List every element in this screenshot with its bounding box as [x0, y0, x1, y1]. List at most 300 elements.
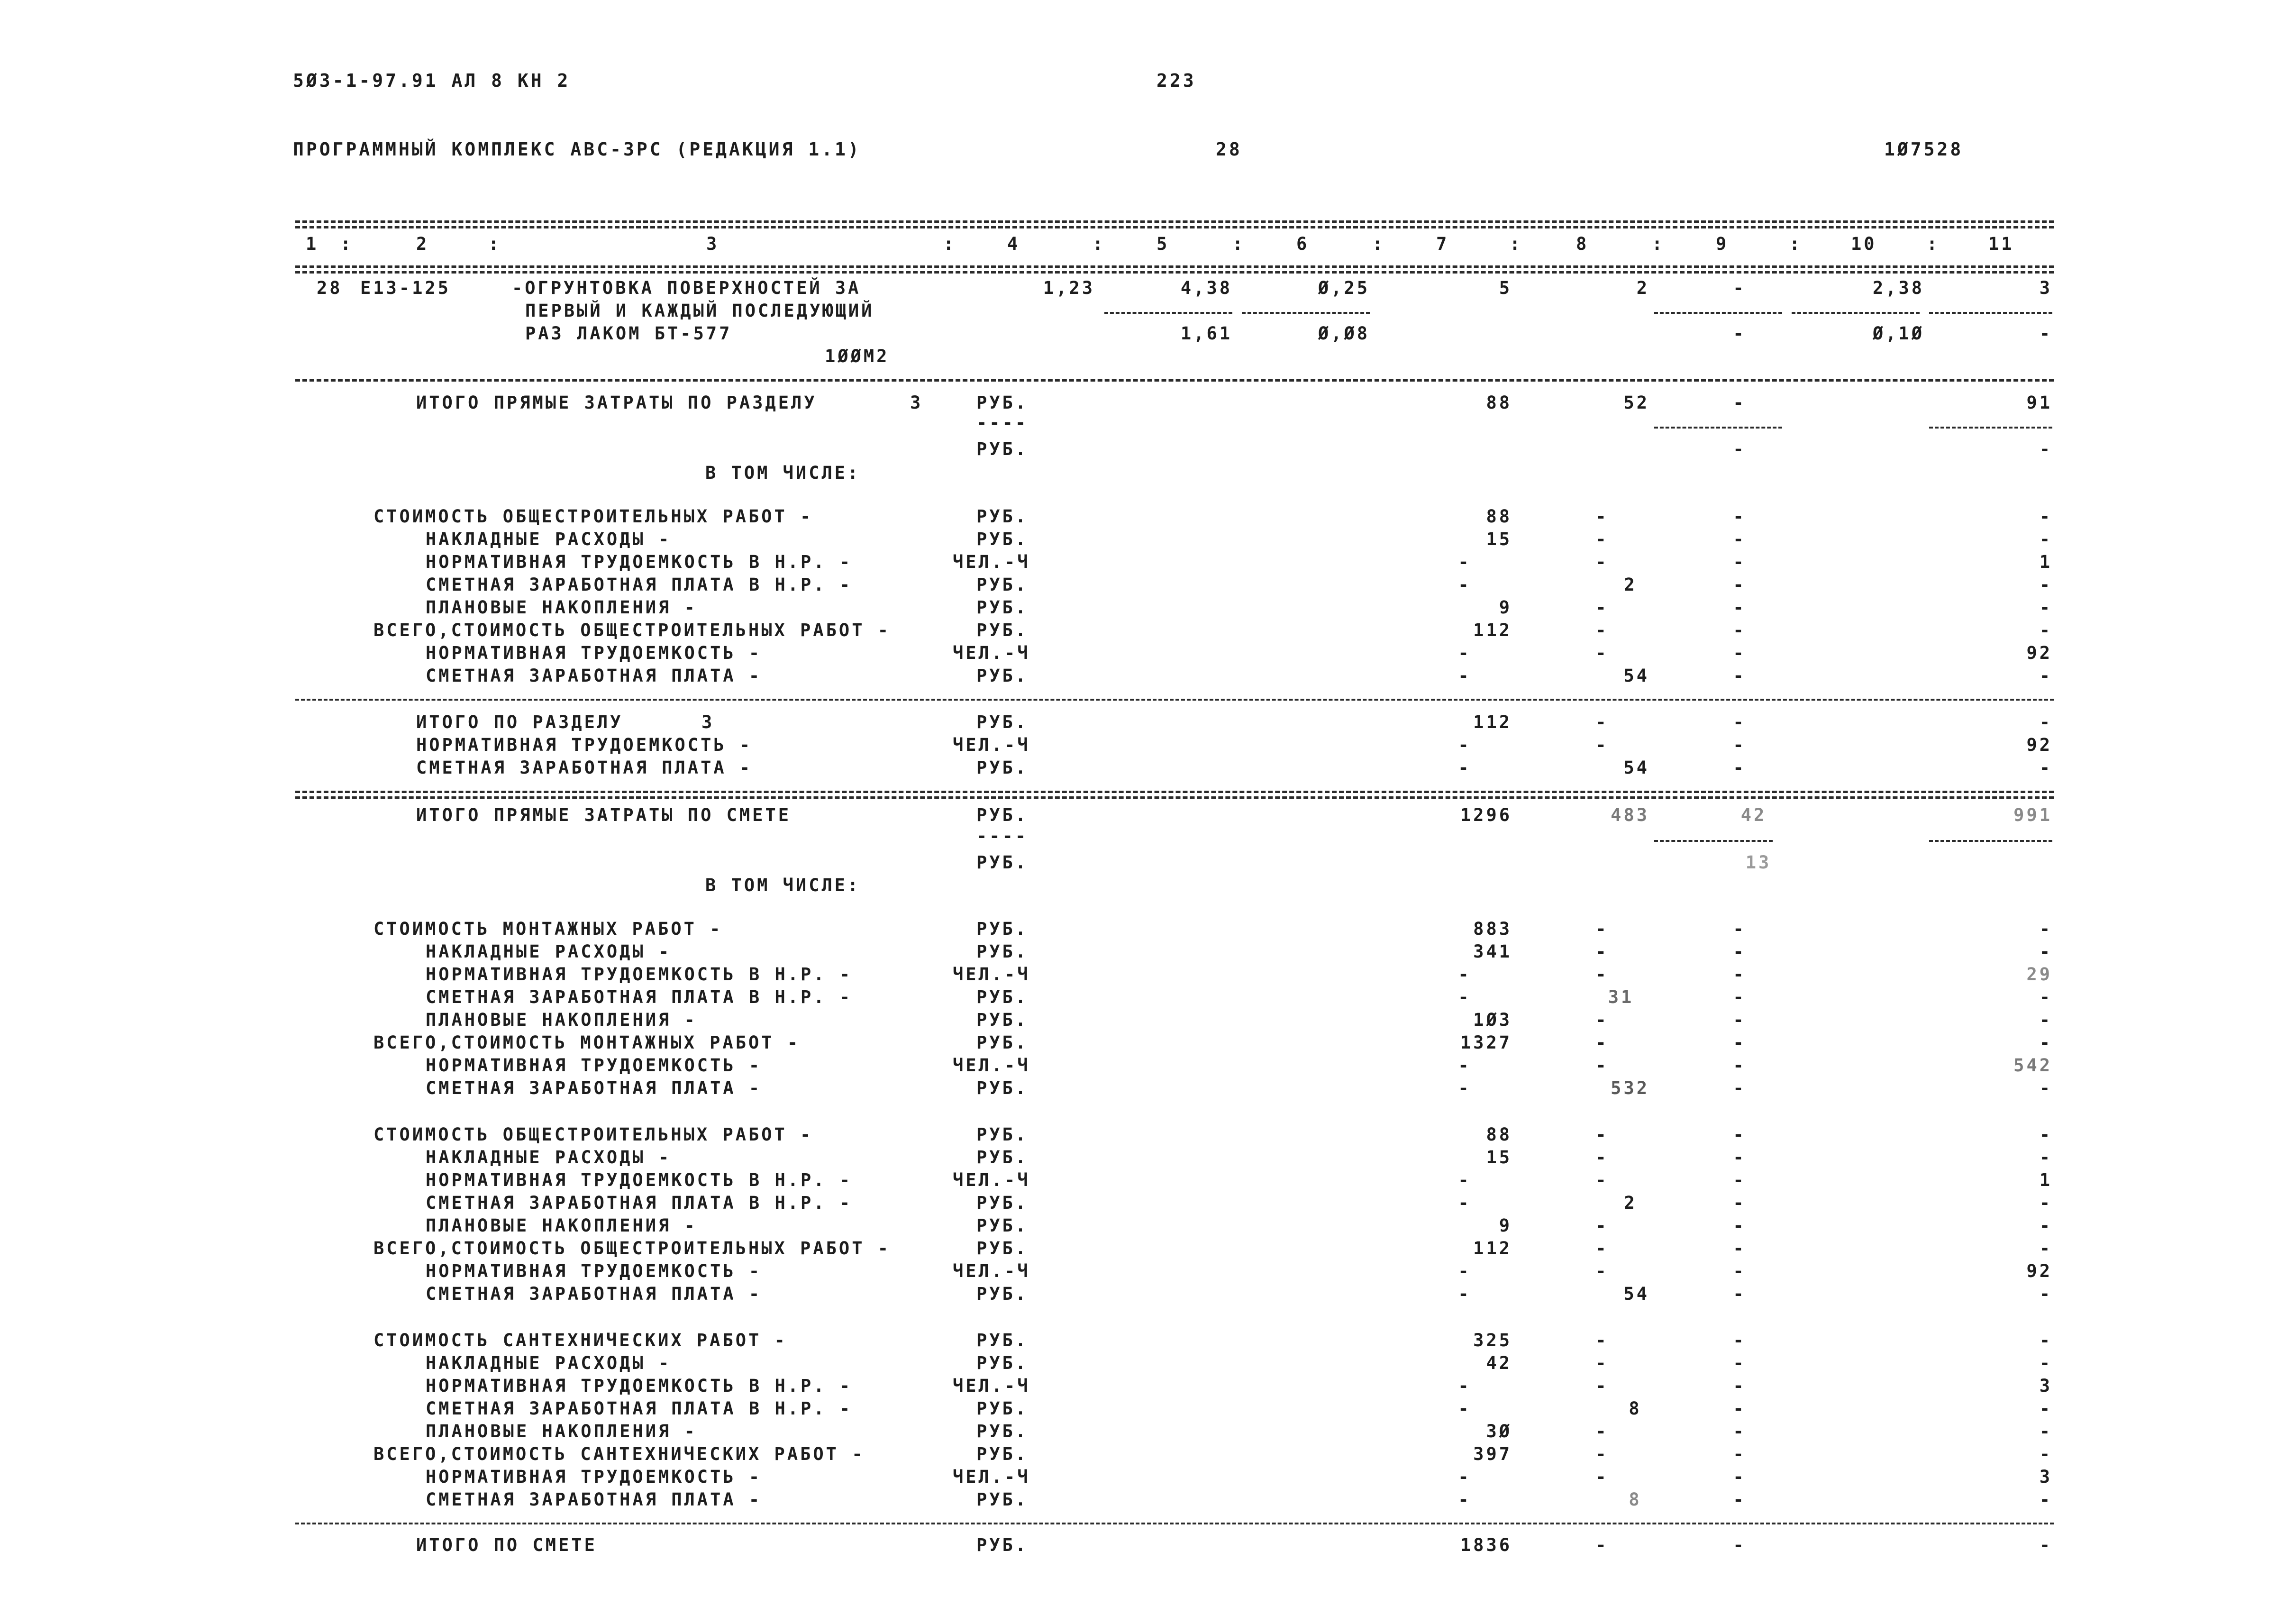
table-row-v8: -: [1595, 1147, 1609, 1168]
section-direct-v9b: -: [1733, 439, 1746, 459]
table-row-label: СТОИМОСТЬ ОБЩЕСТРОИТЕЛЬНЫХ РАБОТ -: [373, 506, 813, 527]
section-direct-unit: РУБ.: [976, 392, 1029, 413]
table-row-v9: -: [1733, 1467, 1746, 1487]
table-row-unit: РУБ.: [976, 1010, 1029, 1030]
table-row-v8: -: [1595, 1238, 1609, 1259]
estimate-direct-unit-dash: ----: [976, 826, 1029, 846]
table-row-v8: -: [1595, 597, 1609, 618]
table-row-v11: -: [2039, 1078, 2052, 1098]
table-top-rule: [295, 220, 2054, 223]
table-row-v7: 883: [1473, 919, 1512, 939]
table-row-v8: 54: [1623, 1284, 1649, 1304]
table-row-v11: -: [2039, 1444, 2052, 1464]
table-row-label: ВСЕГО,СТОИМОСТЬ МОНТАЖНЫХ РАБОТ -: [373, 1032, 801, 1053]
table-row-v8: 8: [1629, 1398, 1642, 1419]
table-row-v8: 54: [1623, 757, 1649, 778]
table-row-unit: РУБ.: [976, 1489, 1029, 1510]
table-row-label: НОРМАТИВНАЯ ТРУДОЕМКОСТЬ -: [426, 1467, 762, 1487]
item-code: Е13-125: [360, 278, 451, 298]
section-total-label: ИТОГО ПО РАЗДЕЛУ: [416, 712, 623, 732]
table-row-label: ПЛАНОВЫЕ НАКОПЛЕНИЯ -: [426, 1421, 697, 1442]
table-row-v7: -: [1458, 1376, 1471, 1396]
price-subrule: [1104, 312, 1232, 314]
table-row-unit: РУБ.: [976, 941, 1029, 962]
table-row-v9: -: [1733, 964, 1746, 985]
table-row-v8: 31: [1608, 987, 1634, 1007]
estimate-including-label: В ТОМ ЧИСЛЕ:: [705, 875, 861, 895]
table-row-v11: 1: [2039, 552, 2052, 572]
table-row-v9: -: [1733, 1078, 1746, 1098]
price-subrule: [1242, 312, 1370, 314]
col-7-header: 7: [1436, 234, 1449, 254]
grand-total-label: ИТОГО ПО СМЕТЕ: [416, 1535, 597, 1555]
table-row-v9: -: [1733, 575, 1746, 595]
item-quantity: 1,23: [1043, 278, 1095, 298]
table-row-unit: РУБ.: [976, 506, 1029, 527]
table-row-v8: 2: [1624, 1193, 1637, 1213]
table-row-label: НОРМАТИВНАЯ ТРУДОЕМКОСТЬ -: [426, 643, 762, 663]
table-row-v7: 88: [1486, 506, 1512, 527]
col-2-header: 2: [416, 234, 429, 254]
table-top-rule-2: [295, 226, 2054, 228]
table-row-v7: 88: [1486, 1124, 1512, 1145]
table-row-label: СМЕТНАЯ ЗАРАБОТНАЯ ПЛАТА В Н.Р. -: [426, 575, 853, 595]
table-row-v9: -: [1733, 1284, 1746, 1304]
table-row-unit: ЧЕЛ.-Ч: [953, 1170, 1030, 1190]
table-row-v8: -: [1595, 712, 1609, 732]
table-row-unit: ЧЕЛ.-Ч: [953, 735, 1030, 755]
table-row-v7: -: [1458, 1170, 1471, 1190]
table-row-v9: -: [1733, 1261, 1746, 1281]
col-10-header: 10: [1851, 234, 1877, 254]
item-unit: 1ØØМ2: [825, 346, 890, 366]
table-row-v9: -: [1733, 1147, 1746, 1168]
estimate-direct-v7: 1296: [1460, 805, 1512, 825]
table-row-v11: -: [2039, 597, 2052, 618]
table-row-label: НОРМАТИВНАЯ ТРУДОЕМКОСТЬ -: [426, 1261, 762, 1281]
item-description-line-3: РАЗ ЛАКОМ БТ-577: [525, 323, 732, 344]
table-row-v7: 1Ø3: [1473, 1010, 1512, 1030]
table-row-v8: 2: [1624, 575, 1637, 595]
table-row-v9: -: [1733, 1238, 1746, 1259]
table-row-v9: -: [1733, 597, 1746, 618]
item-labor-total: 3: [2039, 278, 2052, 298]
document-number: 1Ø7528: [1884, 139, 1964, 160]
table-row-label: НОРМАТИВНАЯ ТРУДОЕМКОСТЬ В Н.Р. -: [426, 964, 853, 985]
table-row-unit: РУБ.: [976, 1124, 1029, 1145]
item-price-wage: Ø,25: [1318, 278, 1370, 298]
table-row-label: СМЕТНАЯ ЗАРАБОТНАЯ ПЛАТА -: [426, 1078, 762, 1098]
table-row-v9: -: [1733, 1032, 1746, 1053]
table-row-v11: -: [2039, 1489, 2052, 1510]
page-number: 28: [1216, 139, 1242, 160]
col-6-header: 6: [1296, 234, 1310, 254]
item-cost-machine-wage: -: [1733, 323, 1746, 344]
col-sep: :: [1510, 234, 1523, 254]
col-sep: :: [1232, 234, 1246, 254]
table-row-label: НАКЛАДНЫЕ РАСХОДЫ -: [426, 529, 672, 549]
table-row-v7: 112: [1473, 712, 1512, 732]
table-row-v11: 29: [2026, 964, 2052, 985]
table-row-v8: -: [1595, 620, 1609, 640]
table-row-unit: РУБ.: [976, 1284, 1029, 1304]
col-5-header: 5: [1157, 234, 1170, 254]
cost-subrule: [1654, 312, 1782, 314]
table-row-v8: 8: [1629, 1489, 1642, 1510]
table-row-v11: 1: [2039, 1170, 2052, 1190]
section-direct-label: ИТОГО ПРЯМЫЕ ЗАТРАТЫ ПО РАЗДЕЛУ: [416, 392, 817, 413]
table-row-v9: -: [1733, 620, 1746, 640]
table-row-unit: РУБ.: [976, 529, 1029, 549]
table-row-v9: -: [1733, 666, 1746, 686]
table-row-v7: -: [1458, 1398, 1471, 1419]
table-row-label: НАКЛАДНЫЕ РАСХОДЫ -: [426, 941, 672, 962]
table-row-v7: -: [1458, 735, 1471, 755]
table-row-v8: -: [1595, 552, 1609, 572]
table-row-v7: 341: [1473, 941, 1512, 962]
table-row-v7: -: [1458, 1489, 1471, 1510]
item-bottom-rule: [295, 379, 2054, 382]
table-row-label: СТОИМОСТЬ ОБЩЕСТРОИТЕЛЬНЫХ РАБОТ -: [373, 1124, 813, 1145]
table-row-v11: -: [2039, 712, 2052, 732]
table-row-label: ПЛАНОВЫЕ НАКОПЛЕНИЯ -: [426, 1215, 697, 1236]
table-row-v8: -: [1595, 1124, 1609, 1145]
table-row-unit: РУБ.: [976, 620, 1029, 640]
section-direct-unit-dash: ----: [976, 412, 1029, 433]
col-sep: :: [1372, 234, 1385, 254]
item-price-total: 4,38: [1180, 278, 1232, 298]
table-row-v11: -: [2039, 1421, 2052, 1442]
section-total-rule: [295, 699, 2054, 701]
table-row-v11: -: [2039, 1284, 2052, 1304]
item-price-machine: 1,61: [1180, 323, 1232, 344]
table-row-v9: -: [1733, 1421, 1746, 1442]
table-row-label: ВСЕГО,СТОИМОСТЬ ОБЩЕСТРОИТЕЛЬНЫХ РАБОТ -: [373, 1238, 891, 1259]
table-row-v8: -: [1595, 919, 1609, 939]
labor-subrule: [1792, 312, 1920, 314]
header-rule-2: [295, 271, 2054, 274]
item-cost-machine: -: [1733, 278, 1746, 298]
col-sep: :: [943, 234, 956, 254]
section-including-label: В ТОМ ЧИСЛЕ:: [705, 463, 861, 483]
table-row-v11: 92: [2026, 735, 2052, 755]
table-row-unit: РУБ.: [976, 757, 1029, 778]
item-cost-wage: 2: [1636, 278, 1649, 298]
table-row-v8: -: [1595, 1330, 1609, 1350]
table-row-label: СМЕТНАЯ ЗАРАБОТНАЯ ПЛАТА В Н.Р. -: [426, 1193, 853, 1213]
item-labor-unit-sub: Ø,1Ø: [1872, 323, 1924, 344]
table-row-label: СМЕТНАЯ ЗАРАБОТНАЯ ПЛАТА В Н.Р. -: [426, 1398, 853, 1419]
table-row-label: СМЕТНАЯ ЗАРАБОТНАЯ ПЛАТА В Н.Р. -: [426, 987, 853, 1007]
table-row-label: НОРМАТИВНАЯ ТРУДОЕМКОСТЬ В Н.Р. -: [426, 1376, 853, 1396]
table-row-label: ПЛАНОВЫЕ НАКОПЛЕНИЯ -: [426, 1010, 697, 1030]
table-row-v8: -: [1595, 735, 1609, 755]
estimate-rule-2: [295, 796, 2054, 799]
item-description-line-1: -ОГРУНТОВКА ПОВЕРХНОСТЕЙ ЗА: [512, 278, 861, 298]
sheet-number: 223: [1157, 70, 1196, 91]
grand-total-unit: РУБ.: [976, 1535, 1029, 1555]
table-row-v7: 42: [1486, 1353, 1512, 1373]
col-sep: :: [340, 234, 354, 254]
table-row-v11: -: [2039, 1238, 2052, 1259]
table-row-v7: 325: [1473, 1330, 1512, 1350]
table-row-unit: РУБ.: [976, 575, 1029, 595]
table-row-v7: -: [1458, 1055, 1471, 1076]
table-row-label: СТОИМОСТЬ МОНТАЖНЫХ РАБОТ -: [373, 919, 723, 939]
table-row-v7: 1327: [1460, 1032, 1512, 1053]
table-row-v8: -: [1595, 1261, 1609, 1281]
table-row-label: СМЕТНАЯ ЗАРАБОТНАЯ ПЛАТА -: [426, 1489, 762, 1510]
table-row-v9: -: [1733, 1376, 1746, 1396]
col-11-header: 11: [1988, 234, 2014, 254]
grand-total-v9: -: [1733, 1535, 1746, 1555]
table-row-v11: -: [2039, 666, 2052, 686]
table-row-v9: -: [1733, 1353, 1746, 1373]
table-row-v7: -: [1458, 643, 1471, 663]
table-row-v7: -: [1458, 1284, 1471, 1304]
col-1-header: 1: [306, 234, 319, 254]
col-9-header: 9: [1716, 234, 1729, 254]
table-row-v8: 532: [1611, 1078, 1649, 1098]
col-4-header: 4: [1007, 234, 1020, 254]
table-row-label: СМЕТНАЯ ЗАРАБОТНАЯ ПЛАТА -: [416, 757, 753, 778]
estimate-direct-v8: 483: [1611, 805, 1649, 825]
table-row-unit: РУБ.: [976, 597, 1029, 618]
estimate-direct-v9: 42: [1740, 805, 1767, 825]
table-row-label: ВСЕГО,СТОИМОСТЬ ОБЩЕСТРОИТЕЛЬНЫХ РАБОТ -: [373, 620, 891, 640]
table-row-v8: -: [1595, 1215, 1609, 1236]
table-row-v11: -: [2039, 1398, 2052, 1419]
estimate-direct-subrule: [1654, 840, 1773, 842]
table-row-unit: РУБ.: [976, 1193, 1029, 1213]
table-row-unit: ЧЕЛ.-Ч: [953, 964, 1030, 985]
table-row-unit: РУБ.: [976, 1032, 1029, 1053]
table-row-v11: -: [2039, 1124, 2052, 1145]
section-direct-unit-2: РУБ.: [976, 439, 1029, 459]
grand-total-v7: 1836: [1460, 1535, 1512, 1555]
table-row-unit: РУБ.: [976, 1444, 1029, 1464]
table-row-v7: -: [1458, 575, 1471, 595]
table-row-v8: -: [1595, 1353, 1609, 1373]
table-row-unit: РУБ.: [976, 987, 1029, 1007]
table-row-v8: -: [1595, 941, 1609, 962]
table-row-v9: -: [1733, 1170, 1746, 1190]
document-code: 5Ø3-1-97.91 АЛ 8 КН 2: [293, 70, 571, 91]
table-row-unit: РУБ.: [976, 1238, 1029, 1259]
section-direct-number: 3: [910, 392, 923, 413]
table-row-unit: РУБ.: [976, 1215, 1029, 1236]
table-row-v7: 15: [1486, 1147, 1512, 1168]
table-row-unit: ЧЕЛ.-Ч: [953, 643, 1030, 663]
table-row-v9: -: [1733, 1010, 1746, 1030]
table-row-v11: -: [2039, 1032, 2052, 1053]
table-row-v9: -: [1733, 552, 1746, 572]
table-row-v11: 3: [2039, 1467, 2052, 1487]
table-row-label: ПЛАНОВЫЕ НАКОПЛЕНИЯ -: [426, 597, 697, 618]
table-row-v11: -: [2039, 529, 2052, 549]
grand-total-rule: [295, 1523, 2054, 1524]
table-row-unit: РУБ.: [976, 712, 1029, 732]
table-row-v8: -: [1595, 964, 1609, 985]
section-direct-subrule: [1929, 427, 2052, 429]
table-row-v7: 112: [1473, 620, 1512, 640]
header-rule: [295, 265, 2054, 268]
table-row-unit: ЧЕЛ.-Ч: [953, 1055, 1030, 1076]
table-row-unit: РУБ.: [976, 1353, 1029, 1373]
table-row-v8: -: [1595, 643, 1609, 663]
table-row-v11: -: [2039, 620, 2052, 640]
table-row-v11: 542: [2013, 1055, 2052, 1076]
table-row-unit: РУБ.: [976, 1078, 1029, 1098]
table-row-unit: ЧЕЛ.-Ч: [953, 1261, 1030, 1281]
table-row-unit: ЧЕЛ.-Ч: [953, 1467, 1030, 1487]
table-row-v9: -: [1733, 1055, 1746, 1076]
col-sep: :: [1093, 234, 1106, 254]
table-row-unit: ЧЕЛ.-Ч: [953, 552, 1030, 572]
table-row-v11: -: [2039, 1147, 2052, 1168]
table-row-v8: -: [1595, 1170, 1609, 1190]
table-row-v11: -: [2039, 1010, 2052, 1030]
estimate-direct-v9b: 13: [1745, 852, 1772, 873]
table-row-v11: -: [2039, 987, 2052, 1007]
table-row-v9: -: [1733, 1398, 1746, 1419]
table-row-v7: -: [1458, 757, 1471, 778]
item-price-machine-wage: Ø,Ø8: [1318, 323, 1370, 344]
table-row-v7: -: [1458, 1193, 1471, 1213]
program-title: ПРОГРАММНЫЙ КОМПЛЕКС АВС-ЗРС (РЕДАКЦИЯ 1.1): [293, 139, 861, 160]
table-row-v11: -: [2039, 1330, 2052, 1350]
section-direct-v9: -: [1733, 392, 1746, 413]
table-row-v11: -: [2039, 575, 2052, 595]
item-number: 28: [317, 278, 343, 298]
table-row-v11: -: [2039, 1193, 2052, 1213]
item-labor-total-sub: -: [2039, 323, 2052, 344]
section-direct-v7: 88: [1486, 392, 1512, 413]
table-row-v11: -: [2039, 1215, 2052, 1236]
table-row-v9: -: [1733, 1330, 1746, 1350]
table-row-v9: -: [1733, 1489, 1746, 1510]
section-direct-subrule: [1654, 427, 1782, 429]
table-row-v9: -: [1733, 919, 1746, 939]
table-row-v11: -: [2039, 919, 2052, 939]
section-direct-v11b: -: [2039, 439, 2052, 459]
table-row-v9: -: [1733, 1124, 1746, 1145]
section-total-number: 3: [701, 712, 715, 732]
table-row-v7: -: [1458, 1467, 1471, 1487]
estimate-direct-v11: 991: [2013, 805, 2052, 825]
table-row-v9: -: [1733, 529, 1746, 549]
table-row-v8: -: [1595, 1032, 1609, 1053]
table-row-v7: 397: [1473, 1444, 1512, 1464]
table-row-v8: -: [1595, 1421, 1609, 1442]
col-sep: :: [1652, 234, 1665, 254]
table-row-v7: -: [1458, 552, 1471, 572]
table-row-v8: -: [1595, 1055, 1609, 1076]
table-row-v7: 9: [1499, 597, 1512, 618]
table-row-v9: -: [1733, 987, 1746, 1007]
table-row-label: СТОИМОСТЬ САНТЕХНИЧЕСКИХ РАБОТ -: [373, 1330, 787, 1350]
table-row-v7: -: [1458, 1261, 1471, 1281]
table-row-label: НАКЛАДНЫЕ РАСХОДЫ -: [426, 1147, 672, 1168]
table-row-label: ВСЕГО,СТОИМОСТЬ САНТЕХНИЧЕСКИХ РАБОТ -: [373, 1444, 865, 1464]
table-row-v9: -: [1733, 941, 1746, 962]
table-row-v8: 54: [1623, 666, 1649, 686]
item-description-line-2: ПЕРВЫЙ И КАЖДЫЙ ПОСЛЕДУЮЩИЙ: [525, 301, 874, 321]
table-row-label: СМЕТНАЯ ЗАРАБОТНАЯ ПЛАТА -: [426, 666, 762, 686]
table-row-v11: -: [2039, 757, 2052, 778]
table-row-v11: -: [2039, 1353, 2052, 1373]
grand-total-v11: -: [2039, 1535, 2052, 1555]
table-row-v11: 3: [2039, 1376, 2052, 1396]
item-labor-unit: 2,38: [1872, 278, 1924, 298]
table-row-label: НОРМАТИВНАЯ ТРУДОЕМКОСТЬ -: [416, 735, 753, 755]
table-row-unit: РУБ.: [976, 1421, 1029, 1442]
grand-total-v8: -: [1595, 1535, 1609, 1555]
table-row-unit: РУБ.: [976, 1147, 1029, 1168]
col-sep: :: [1927, 234, 1940, 254]
table-row-v11: 92: [2026, 1261, 2052, 1281]
labor-total-subrule: [1929, 312, 2052, 314]
col-3-header: 3: [706, 234, 719, 254]
table-row-label: НОРМАТИВНАЯ ТРУДОЕМКОСТЬ В Н.Р. -: [426, 552, 853, 572]
table-row-v11: -: [2039, 941, 2052, 962]
table-row-v9: -: [1733, 1193, 1746, 1213]
col-sep: :: [488, 234, 501, 254]
estimate-direct-unit-2: РУБ.: [976, 852, 1029, 873]
table-row-v7: -: [1458, 1078, 1471, 1098]
table-row-v7: -: [1458, 987, 1471, 1007]
table-row-unit: РУБ.: [976, 1330, 1029, 1350]
table-row-v8: -: [1595, 1376, 1609, 1396]
table-row-v9: -: [1733, 757, 1746, 778]
col-sep: :: [1789, 234, 1803, 254]
table-row-v7: 112: [1473, 1238, 1512, 1259]
table-row-v8: -: [1595, 1010, 1609, 1030]
table-row-v7: 15: [1486, 529, 1512, 549]
table-row-v9: -: [1733, 1215, 1746, 1236]
estimate-direct-subrule: [1929, 840, 2052, 842]
table-row-v8: -: [1595, 1444, 1609, 1464]
table-row-unit: РУБ.: [976, 1398, 1029, 1419]
table-row-label: СМЕТНАЯ ЗАРАБОТНАЯ ПЛАТА -: [426, 1284, 762, 1304]
estimate-rule: [295, 791, 2054, 793]
estimate-direct-label: ИТОГО ПРЯМЫЕ ЗАТРАТЫ ПО СМЕТЕ: [416, 805, 792, 825]
table-row-v9: -: [1733, 735, 1746, 755]
table-row-v7: 9: [1499, 1215, 1512, 1236]
table-row-unit: РУБ.: [976, 919, 1029, 939]
table-row-v9: -: [1733, 712, 1746, 732]
col-8-header: 8: [1576, 234, 1589, 254]
table-row-unit: РУБ.: [976, 666, 1029, 686]
item-cost-total: 5: [1499, 278, 1512, 298]
table-row-v9: -: [1733, 506, 1746, 527]
table-row-label: НОРМАТИВНАЯ ТРУДОЕМКОСТЬ -: [426, 1055, 762, 1076]
table-row-v11: 92: [2026, 643, 2052, 663]
table-row-v7: 3Ø: [1486, 1421, 1512, 1442]
table-row-v11: -: [2039, 506, 2052, 527]
table-row-label: НОРМАТИВНАЯ ТРУДОЕМКОСТЬ В Н.Р. -: [426, 1170, 853, 1190]
estimate-direct-unit: РУБ.: [976, 805, 1029, 825]
table-row-v7: -: [1458, 964, 1471, 985]
table-row-unit: ЧЕЛ.-Ч: [953, 1376, 1030, 1396]
table-row-v9: -: [1733, 1444, 1746, 1464]
table-row-label: НАКЛАДНЫЕ РАСХОДЫ -: [426, 1353, 672, 1373]
table-row-v8: -: [1595, 506, 1609, 527]
section-direct-v11: 91: [2026, 392, 2052, 413]
table-row-v9: -: [1733, 643, 1746, 663]
table-row-v8: -: [1595, 529, 1609, 549]
table-row-v7: -: [1458, 666, 1471, 686]
